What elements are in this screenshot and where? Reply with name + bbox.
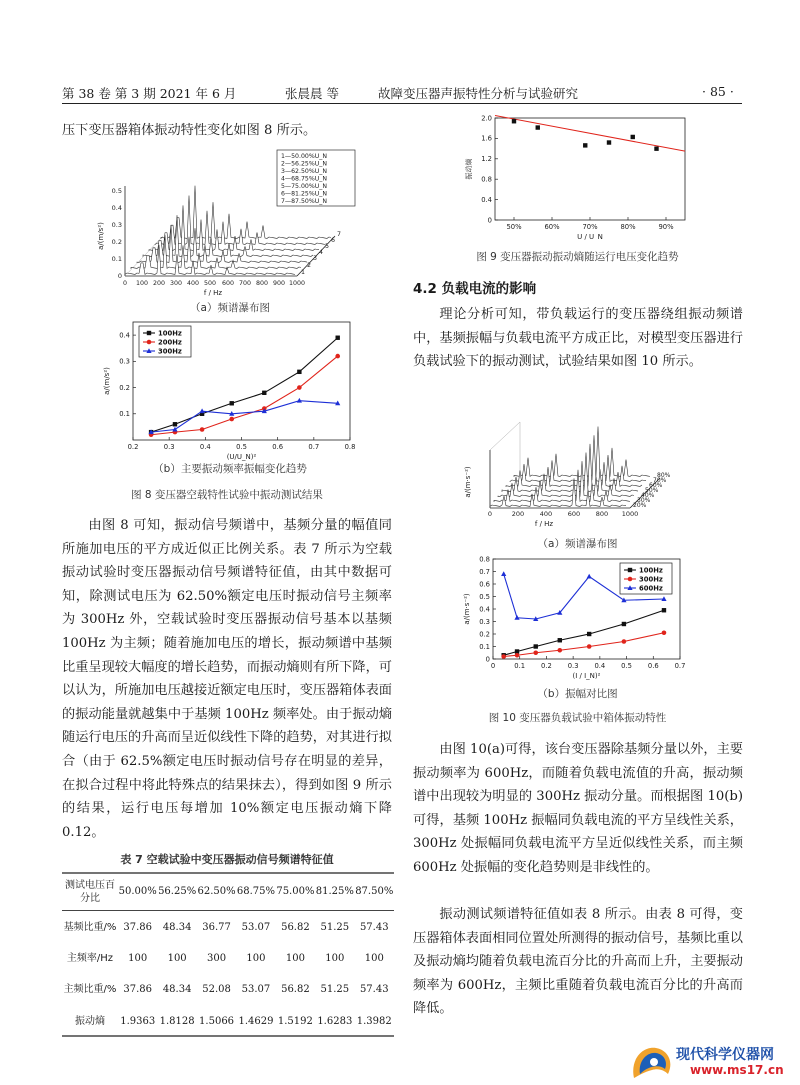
fig10a-xtick: 400 [539, 510, 553, 518]
table-row [62, 945, 394, 971]
y-tick-label: 0.4 [119, 331, 130, 340]
table7-header-label: 测试电压百分比 [65, 879, 115, 904]
table7-row-label: 基频比重/% [63, 922, 117, 934]
x-axis-label: (U/U_N)² [226, 453, 257, 461]
fig10a-ztick: 30% [637, 497, 651, 504]
x-tick-label: 0.6 [272, 443, 284, 451]
fig8a-legend-1: 1—50.00%U_N [281, 153, 327, 160]
fig8a-xtick: 500 [203, 280, 217, 287]
data-point [534, 644, 538, 648]
fig8a-xtick: 300 [169, 280, 183, 287]
table8-discussion-text: 振动测试频谱特征值如表 8 所示。由表 8 可得，变压器箱体表面相同位置处所测得的振动信号，基频比重以及振动熵均随着负载电流百分比的升高而上升，主要振动频率为 600Hz，主频比重随着负载电流百分比的升高而降低。 [413, 907, 743, 1017]
data-point [622, 622, 626, 626]
series-line-100Hz [504, 610, 664, 655]
y-tick-label: 0.1 [479, 642, 490, 651]
table7-col: 75.00% [276, 886, 315, 898]
data-point [200, 427, 205, 432]
fig8a-xtick: 900 [272, 280, 286, 287]
y-tick-label: 2.0 [481, 114, 492, 123]
fig10a-xtick: 0 [487, 510, 493, 518]
fig8a-legend-3: 3—62.50%U_N [281, 168, 327, 175]
fig8a-legend-2: 2—56.25%U_N [281, 160, 327, 168]
table7-cell: 300 [207, 952, 227, 964]
x-tick-label: 0.2 [127, 443, 139, 451]
legend-label: 600Hz [639, 584, 663, 593]
fig10b-chart [455, 553, 695, 681]
table7-bottom-rule [62, 1035, 394, 1037]
series-line-300Hz [504, 633, 664, 657]
table7-cell: 1.5192 [277, 1015, 313, 1027]
fig10a-xtick: 1000 [621, 510, 639, 518]
x-tick-label: 0.5 [236, 443, 247, 451]
data-point [297, 370, 301, 374]
intro-text: 压下变压器箱体振动特性变化如图 8 所示。 [62, 123, 317, 138]
y-tick-label: 0.8 [479, 555, 490, 564]
x-tick-label: 0.5 [621, 662, 632, 670]
section-para1-text: 理论分析可知，带负载运行的变压器绕组振动频谱中，基频振幅与负载电流平方成正比，对模型变压器进行负载试验下的振动测试，试验结果如图 10 所示。 [413, 307, 743, 370]
fig10-discussion [413, 738, 743, 880]
x-tick-label: 70% [582, 223, 598, 231]
fig10b-caption: （b）振幅对比图 [537, 688, 618, 700]
fig8a-xtick: 0 [122, 280, 128, 287]
fig10a-ztick: 20% [633, 502, 647, 509]
fig10a-xlabel: f / Hz [534, 520, 554, 528]
table7-cell: 52.08 [202, 983, 231, 995]
y-tick-label: 0.3 [119, 357, 130, 366]
watermark-url: www.ms17.cn [690, 1063, 784, 1077]
y-axis-label: a/(m/s²) [103, 367, 111, 395]
y-tick-label: 0.3 [479, 617, 490, 626]
journal-info: 第 38 卷 第 3 期 2021 年 6 月 [62, 86, 237, 101]
fig9-caption: 图 9 变压器振动振动熵随运行电压变化趋势 [476, 251, 679, 263]
x-tick-label: 80% [620, 223, 636, 231]
fig10a-ztick: 40% [641, 492, 655, 499]
table-row [62, 910, 394, 945]
table7-cell: 56.82 [281, 983, 310, 995]
series-line-300Hz [151, 401, 338, 432]
y-tick-label: 0.7 [479, 567, 490, 576]
header-authors: 张晨晨 等 [285, 86, 339, 101]
data-point [587, 632, 591, 636]
table7-row-label: 振动熵 [75, 1015, 105, 1027]
table-row [62, 971, 394, 1007]
x-tick-label: 0.2 [541, 662, 552, 670]
x-tick-label: 0.7 [308, 443, 320, 451]
table7-cell: 37.86 [123, 922, 153, 934]
data-point [607, 140, 611, 144]
fig8a-waterfall [85, 148, 385, 298]
fig8a-xtick: 600 [221, 280, 235, 287]
data-point [533, 650, 538, 655]
fig10a-xtick: 600 [567, 510, 581, 518]
legend-marker [147, 340, 152, 345]
section-heading: 4.2 负载电流的影响 [413, 281, 537, 297]
fig8a-ztick: 6 [331, 237, 336, 244]
table7-cell: 51.25 [320, 922, 350, 934]
fit-line [495, 115, 685, 151]
legend-marker [628, 577, 633, 582]
table7-cell: 48.34 [162, 983, 192, 995]
fig10a-caption: （a）频谱瀑布图 [537, 538, 618, 550]
data-point [587, 574, 592, 579]
data-point [512, 119, 516, 123]
data-point [583, 143, 587, 147]
table7 [62, 874, 394, 1035]
fig8a-legend-6: 6—81.25%U_N [281, 190, 327, 198]
table7-cell: 1.9363 [120, 1015, 156, 1027]
y-tick-label: 0.5 [479, 592, 490, 601]
table8-discussion [413, 903, 743, 1021]
fig10a-ztick: 50% [645, 487, 659, 494]
table7-cell: 36.77 [202, 922, 231, 934]
table7-col: 87.50% [355, 886, 394, 898]
fig8b-chart [95, 318, 365, 470]
table7-caption: 表 7 空载试验中变压器振动信号频谱特征值 [120, 853, 334, 866]
page-number: · 85 · [702, 84, 734, 99]
fig8-discussion-text: 由图 8 可知，振动信号频谱中，基频分量的幅值同所施加电压的平方成近似正比例关系。表 7 所示为空载振动试验时变压器振动信号频谱特征值，由其中数据可知，除测试电压为 62.50%额定电压时振动信号主频率为 300Hz 外，空载试验时变压器振动信号基本以基频 100Hz 为主频；随着施加电压的增长，振动频谱中基频比重呈现较大幅度的增长趋势，而振动熵则有所下降，可以认为，所施加电压越接近额定电压时，变压器箱体表面的振动能量就越集中于基频 100Hz 频率处。由于振动熵随运行电压的升高而呈近似线性下降的趋势，对其进行拟合（由于 62.5%额定电压时振动信号存在明显的差异，在拟合过程中将此特殊点的结果抹去），得到如图 9 所示的结果，运行电压每增加 10%额定电压振动熵下降 0.12。 [62, 518, 392, 840]
table7-cell: 51.25 [320, 983, 350, 995]
y-tick-label: 0.2 [479, 630, 490, 639]
fig8a-caption: （a）频谱瀑布图 [190, 302, 270, 314]
table7-col: 68.75% [236, 886, 276, 898]
table-row [62, 1007, 394, 1035]
fig10a-spectrum-traces [490, 427, 650, 507]
data-point [262, 391, 266, 395]
fig10-caption: 图 10 变压器负载试验中箱体振动特性 [488, 712, 667, 724]
data-point [297, 385, 302, 390]
table7-cell: 1.6283 [317, 1015, 353, 1027]
fig8-caption: 图 8 变压器空载特性试验中振动测试结果 [131, 489, 323, 501]
legend-marker [147, 331, 151, 335]
x-tick-label: 0.4 [594, 662, 606, 670]
section-para1 [413, 303, 743, 374]
y-tick-label: 0.4 [481, 195, 492, 204]
table7-cell: 1.5066 [199, 1015, 235, 1027]
table7-col: 50.00% [118, 886, 157, 898]
fig8a-ylabel: a/(m/s²) [97, 222, 105, 250]
fig8a-legend-4: 4—68.75%U_N [281, 175, 327, 183]
fig10-discussion-text: 由图 10(a)可得，该台变压器除基频分量以外，主要振动频率为 600Hz，而随着负载电流值的升高，振动频谱中出现较为明显的 300Hz 振动分量。而根据图 10(b)可得，基频 100Hz 振幅同负载电流的平方呈线性关系，300Hz 处振幅同负载电流平方呈近似线性关系，而主频 600Hz 处振幅的变化趋势则是非线性的。 [413, 742, 743, 875]
fig10a-ylabel: a/(m·s⁻²) [464, 466, 472, 498]
fig8a-xtick: 400 [186, 280, 200, 287]
data-point [501, 654, 506, 659]
data-point [587, 644, 592, 649]
fig10a-waterfall [460, 420, 680, 530]
fig8a-ytick: 0 [117, 272, 122, 280]
fig8a-xtick: 700 [238, 280, 252, 287]
fig9-chart [455, 110, 695, 240]
legend-marker [628, 568, 632, 572]
y-axis-label: a/(m·s⁻²) [463, 593, 471, 625]
data-point [622, 639, 627, 644]
x-tick-label: 0 [490, 662, 496, 670]
x-tick-label: 0.3 [567, 662, 579, 670]
legend-label: 300Hz [639, 575, 663, 584]
table7-cell: 100 [246, 952, 266, 964]
fig8a-xlabel: f / Hz [203, 289, 223, 297]
table7-cell: 100 [325, 952, 345, 964]
x-tick-label: 50% [506, 223, 522, 231]
table7-cell: 48.34 [162, 922, 192, 934]
table7-cell: 57.43 [359, 983, 389, 995]
x-tick-label: 60% [544, 223, 560, 231]
table7-col: 56.25% [158, 886, 197, 898]
y-tick-label: 1.6 [481, 134, 492, 143]
header-title: 故障变压器声振特性分析与试验研究 [378, 86, 579, 101]
fig10a-xtick: 200 [511, 510, 525, 518]
data-point [654, 146, 658, 150]
legend-label: 100Hz [639, 566, 663, 575]
table7-cell: 53.07 [241, 922, 271, 934]
x-tick-label: 0.6 [647, 662, 659, 670]
fig8a-xtick: 1000 [288, 280, 306, 287]
data-point [336, 336, 340, 340]
x-tick-label: 90% [658, 223, 674, 231]
y-tick-label: 0 [485, 655, 490, 664]
fig8a-ztick: 5 [325, 243, 330, 250]
table7-col: 81.25% [315, 886, 354, 898]
table7-cell: 100 [128, 952, 148, 964]
table7-row-label: 主频率/Hz [66, 952, 114, 964]
y-tick-label: 0.2 [119, 383, 130, 392]
legend-label: 200Hz [158, 338, 182, 347]
fig10a-ztick: 60% [649, 482, 663, 489]
table7-cell: 56.82 [281, 922, 310, 934]
data-point [335, 354, 340, 359]
fig8a-legend-5: 5—75.00%U_N [281, 183, 327, 190]
x-axis-label: (I / I_N)² [572, 672, 601, 680]
y-tick-label: 0.6 [479, 580, 490, 589]
header-rule [62, 103, 742, 104]
fig8a-ztick: 1 [301, 269, 306, 276]
x-axis-label: U / U_N [577, 233, 603, 240]
table7-cell: 57.43 [359, 922, 389, 934]
data-point [501, 571, 506, 576]
x-tick-label: 0.3 [163, 443, 175, 451]
table7-cell: 1.8128 [159, 1015, 195, 1027]
table7-cell: 1.4629 [238, 1015, 274, 1027]
fig8a-legend-7: 7—87.50%U_N [281, 198, 327, 205]
fig8a-xtick: 100 [135, 280, 149, 287]
fig8a-ytick: 0.5 [111, 187, 122, 195]
y-axis-label: 振动熵 [465, 158, 473, 180]
data-point [515, 653, 520, 658]
table7-row-label: 主频比重/% [63, 983, 117, 995]
fig8a-ytick: 0.1 [111, 255, 122, 263]
fig8a-ztick: 2 [307, 262, 312, 269]
data-point [172, 427, 177, 432]
legend-label: 100Hz [158, 329, 182, 338]
table7-cell: 100 [285, 952, 305, 964]
data-point [229, 417, 234, 422]
fig8a-xtick: 800 [255, 280, 269, 287]
table7-cell: 100 [364, 952, 384, 964]
watermark-logo-icon [628, 1040, 676, 1082]
data-point [230, 401, 234, 405]
y-tick-label: 0.8 [481, 175, 492, 184]
table7-cell: 1.3982 [356, 1015, 392, 1027]
data-point [536, 125, 540, 129]
data-point [662, 630, 667, 635]
data-point [631, 135, 635, 139]
table7-cell: 53.07 [241, 983, 271, 995]
fig10a-xtick: 800 [595, 510, 609, 518]
fig8-discussion [62, 514, 392, 844]
data-point [199, 408, 204, 413]
table7-col: 62.50% [197, 886, 236, 898]
fig8a-xtick: 200 [152, 280, 166, 287]
fig10a-ztick: 80% [657, 472, 671, 479]
y-tick-label: 0.4 [479, 605, 490, 614]
fig8a-ztick: 4 [319, 249, 324, 256]
table7-cell: 37.86 [123, 983, 153, 995]
data-point [558, 638, 562, 642]
y-tick-label: 0.1 [119, 410, 130, 419]
fig8a-ztick: 7 [337, 231, 342, 238]
legend-label: 300Hz [158, 347, 182, 356]
fig10a-ztick: 70% [653, 477, 667, 484]
fig8a-ytick: 0.4 [111, 204, 122, 212]
data-point [662, 608, 666, 612]
table7-cell: 100 [167, 952, 187, 964]
fig8a-ytick: 0.3 [111, 221, 122, 229]
x-tick-label: 0.7 [674, 662, 686, 670]
fig8a-ztick: 3 [313, 255, 318, 262]
watermark-name: 现代科学仪器网 [676, 1047, 774, 1063]
data-point [557, 648, 562, 653]
x-tick-label: 0.4 [199, 443, 211, 451]
y-tick-label: 1.2 [481, 155, 492, 164]
x-tick-label: 0.1 [514, 662, 526, 670]
y-tick-label: 0 [487, 216, 492, 225]
fig8b-caption: （b）主要振动频率振幅变化趋势 [153, 463, 307, 475]
x-tick-label: 0.8 [344, 443, 356, 451]
fig8a-ytick: 0.2 [111, 238, 122, 246]
data-point [173, 422, 177, 426]
